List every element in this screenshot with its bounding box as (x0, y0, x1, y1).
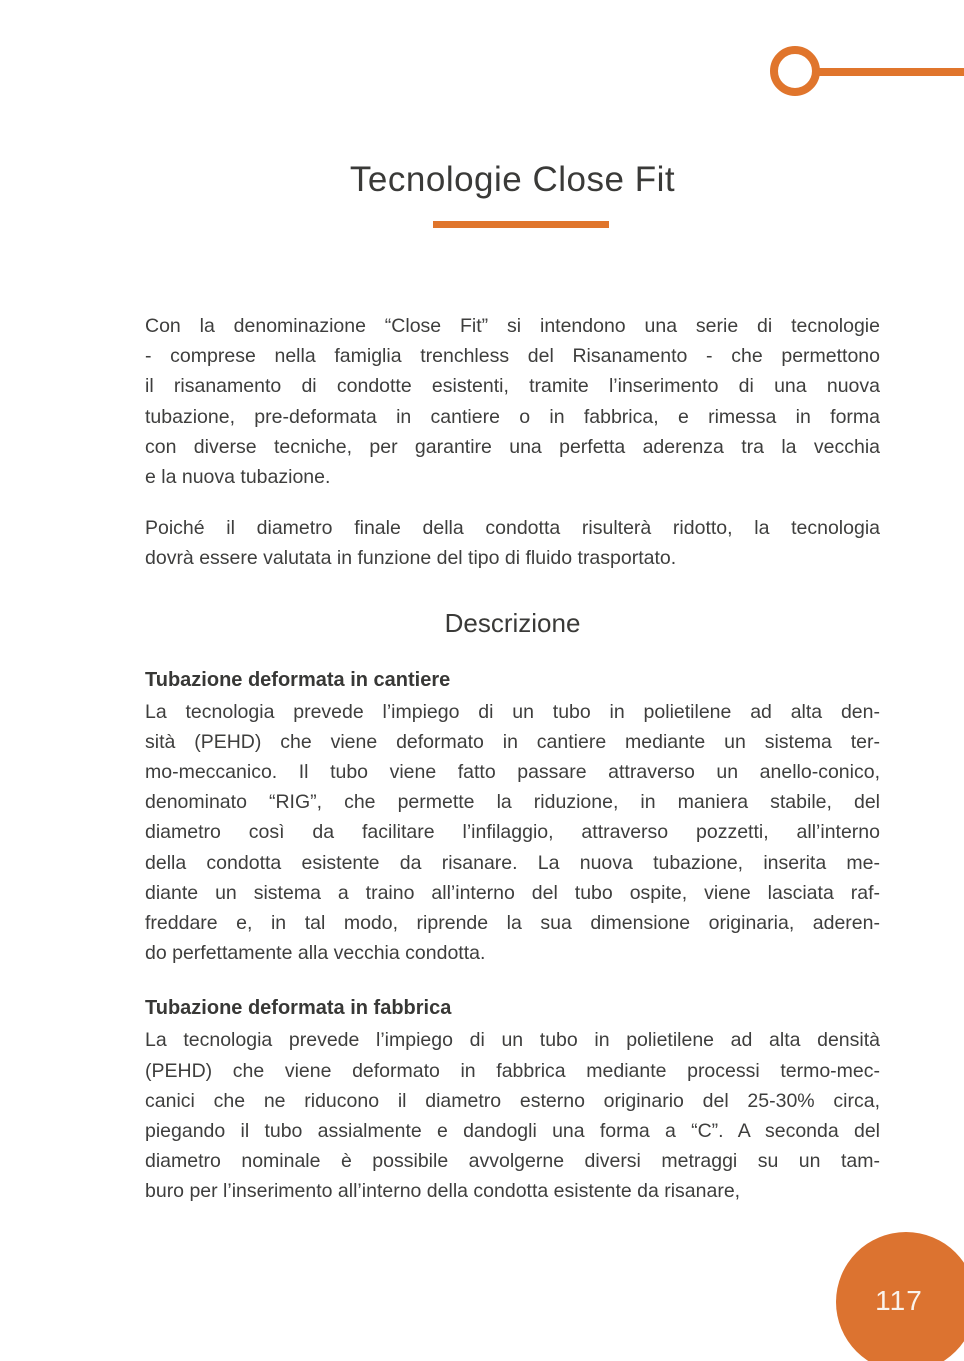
page-title: Tecnologie Close Fit (349, 160, 676, 199)
section-heading-descrizione: Descrizione (444, 607, 581, 638)
text-line: con diverse tecniche, per garantire una perfetta aderenza tra la vecchia (145, 435, 880, 458)
text-line: - comprese nella famiglia trenchless del Risanamento - che permettono (145, 345, 880, 368)
text-line: Poiché il diametro finale della condotta risulterà ridotto, la tecnologia (145, 517, 880, 540)
text-line: diametro così da facilitare l’infilaggio, attraverso pozzetti, all’interno (145, 821, 880, 844)
text-line: La tecnologia prevede l’impiego di un tubo in polietilene ad alta densità (145, 1029, 880, 1052)
text-line: (PEHD) che viene deformato in fabbrica mediante processi termo-mec- (145, 1059, 880, 1082)
body-content (145, 311, 880, 1207)
text-line: piegando il tubo assialmente e dandogli una forma a “C”. A seconda del (145, 1120, 880, 1143)
title-underline-decoration (433, 221, 609, 228)
text-line: sità (PEHD) che viene deformato in cantiere mediante un sistema ter- (145, 730, 880, 753)
subheading-cantiere: Tubazione deformata in cantiere (145, 668, 451, 691)
text-line: do perfettamente alla vecchia condotta. (145, 942, 486, 965)
intro-paragraph-1 (145, 311, 880, 492)
text-line: diante un sistema a traino all’interno del tubo ospite, viene lasciata raf- (145, 881, 880, 904)
text-line: il risanamento di condotte esistenti, tramite l’inserimento di una nuova (145, 375, 880, 398)
text-line: e la nuova tubazione. (145, 466, 331, 489)
page-number: 117 (875, 1285, 923, 1316)
text-line: Con la denominazione “Close Fit” si intendono una serie di tecnologie (145, 315, 880, 337)
text-line: tubazione, pre-deformata in cantiere o in fabbrica, e rimessa in forma (145, 405, 880, 428)
text-line: dovrà essere valutata in funzione del tipo di fluido trasportato. (145, 547, 677, 570)
text-line: denominato “RIG”, che permette la riduzione, in maniera stabile, del (145, 791, 880, 814)
intro-paragraph-2 (145, 513, 880, 573)
text-line: canici che ne riducono il diametro esterno originario del 25-30% circa, (145, 1089, 880, 1112)
paragraph-fabbrica (145, 1025, 880, 1206)
text-line: La tecnologia prevede l’impiego di un tubo in polietilene ad alta den- (145, 700, 880, 723)
paragraph-cantiere (145, 697, 880, 969)
ring-icon (770, 46, 820, 96)
header-rule-decoration (819, 68, 964, 76)
title-container (145, 160, 880, 200)
text-line: mo-meccanico. Il tubo viene fatto passare attraverso un anello-conico, (145, 761, 880, 784)
text-line: freddare e, in tal modo, riprende la sua dimensione originaria, aderen- (145, 912, 880, 935)
text-line: della condotta esistente da risanare. La nuova tubazione, inserita me- (145, 851, 880, 874)
subheading-fabbrica: Tubazione deformata in fabbrica (145, 997, 452, 1020)
text-line: buro per l’inserimento all’interno della condotta esistente da risanare, (145, 1180, 741, 1203)
page-number-badge (836, 1232, 964, 1361)
text-line: diametro nominale è possibile avvolgerne diversi metraggi su un tam- (145, 1150, 880, 1173)
